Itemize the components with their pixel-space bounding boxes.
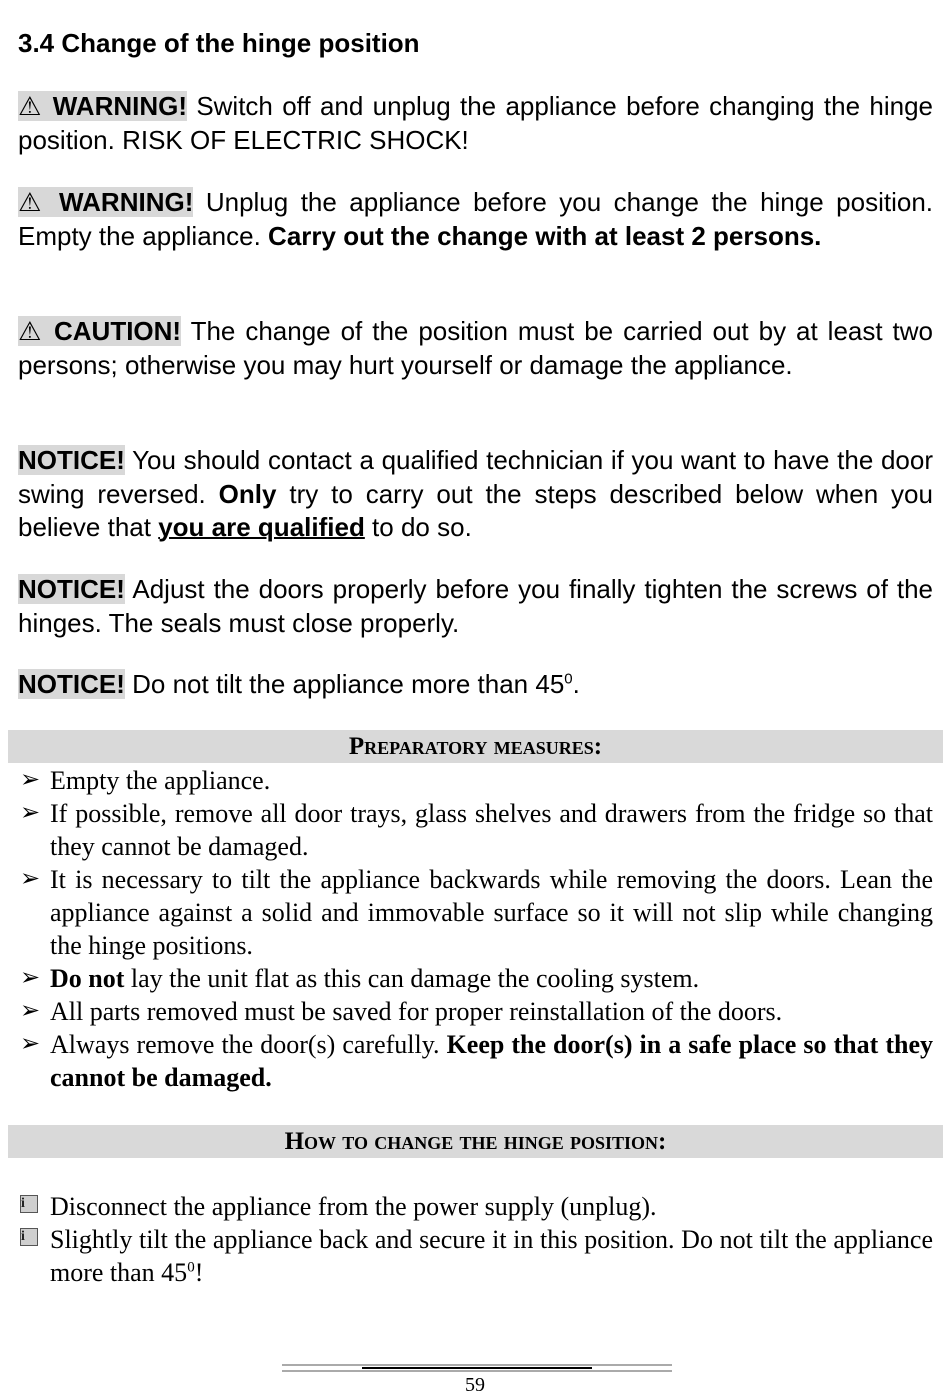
- notice-note-3: [18, 668, 933, 702]
- warning-text: Switch off and unplug the appliance before changing the hinge position. RISK OF ELECTRIC SHOCK!: [18, 91, 933, 155]
- notice-note-2: [18, 573, 933, 640]
- notice-label: NOTICE!: [18, 669, 125, 699]
- list-item: ➢ Always remove the door(s) carefully. Keep the door(s) in a safe place so that they cannot be damaged.: [20, 1030, 933, 1092]
- caution-text: The change of the position must be carried out by at least two persons; otherwise you may hurt yourself or damage the appliance.: [18, 316, 933, 380]
- warning-note-1: [18, 90, 933, 157]
- notice-underlined-text: you are qualified: [158, 512, 365, 542]
- arrow-bullet-icon: ➢: [20, 1031, 41, 1057]
- section-heading: 3.4 Change of the hinge position: [18, 28, 420, 58]
- list-item: ➢ It is necessary to tilt the appliance backwards while removing the doors. Lean the appliance against a solid and immovable surface so it will not slip while changing the hinge positions.: [20, 865, 933, 960]
- warning-label: ⚠ WARNING!: [18, 187, 194, 217]
- arrow-bullet-icon: ➢: [20, 965, 41, 991]
- warning-note-2: [18, 186, 933, 253]
- footer-rule: [282, 1364, 672, 1372]
- how-to-change-header: How to change the hinge position:: [8, 1125, 943, 1158]
- notice-note-1: [18, 444, 933, 545]
- info-icon: i: [20, 1228, 38, 1246]
- arrow-bullet-icon: ➢: [20, 800, 41, 826]
- notice-text: try to carry out the steps described below when you believe that: [18, 478, 933, 542]
- notice-text: Adjust the doors properly before you finally tighten the screws of the hinges. The seals must close properly.: [18, 574, 933, 638]
- arrow-bullet-icon: ➢: [20, 866, 41, 892]
- arrow-bullet-icon: ➢: [20, 767, 41, 793]
- caution-note: [18, 315, 933, 382]
- preparatory-list: [18, 764, 933, 1094]
- warning-text: Unplug the appliance before you change the hinge position. Empty the appliance.: [18, 187, 933, 251]
- howto-list: [18, 1190, 933, 1289]
- notice-text: You should contact a qualified technician if you want to have the door swing reversed.: [18, 445, 933, 509]
- notice-label: NOTICE!: [18, 445, 125, 475]
- notice-bold-text: Only: [218, 478, 277, 509]
- list-item: ➢ If possible, remove all door trays, glass shelves and drawers from the fridge so that they cannot be damaged.: [20, 799, 933, 861]
- list-item: ➢ Empty the appliance.: [20, 766, 271, 795]
- arrow-bullet-icon: ➢: [20, 998, 41, 1024]
- notice-text: .: [572, 669, 580, 699]
- page-number: 59: [465, 1374, 485, 1396]
- list-item: ➢ All parts removed must be saved for proper reinstallation of the doors.: [20, 997, 783, 1026]
- list-item: ➢ Do not lay the unit flat as this can damage the cooling system.: [20, 964, 700, 993]
- notice-text: to do so.: [364, 512, 472, 542]
- superscript: 0: [564, 670, 573, 688]
- notice-text: Do not tilt the appliance more than 45: [124, 669, 565, 699]
- superscript: 0: [187, 1259, 195, 1276]
- info-icon: i: [20, 1195, 38, 1213]
- warning-label: ⚠ WARNING!: [18, 91, 188, 121]
- warning-bold-text: Carry out the change with at least 2 persons.: [268, 220, 822, 251]
- list-item: i Slightly tilt the appliance back and secure it in this position. Do not tilt the appliance more than $45^0$!: [21, 1225, 933, 1287]
- preparatory-measures-header: Preparatory measures:: [8, 730, 943, 763]
- notice-label: NOTICE!: [18, 574, 125, 604]
- caution-label: ⚠ CAUTION!: [18, 316, 182, 346]
- list-item: i Disconnect the appliance from the power supply (unplug).: [21, 1192, 657, 1221]
